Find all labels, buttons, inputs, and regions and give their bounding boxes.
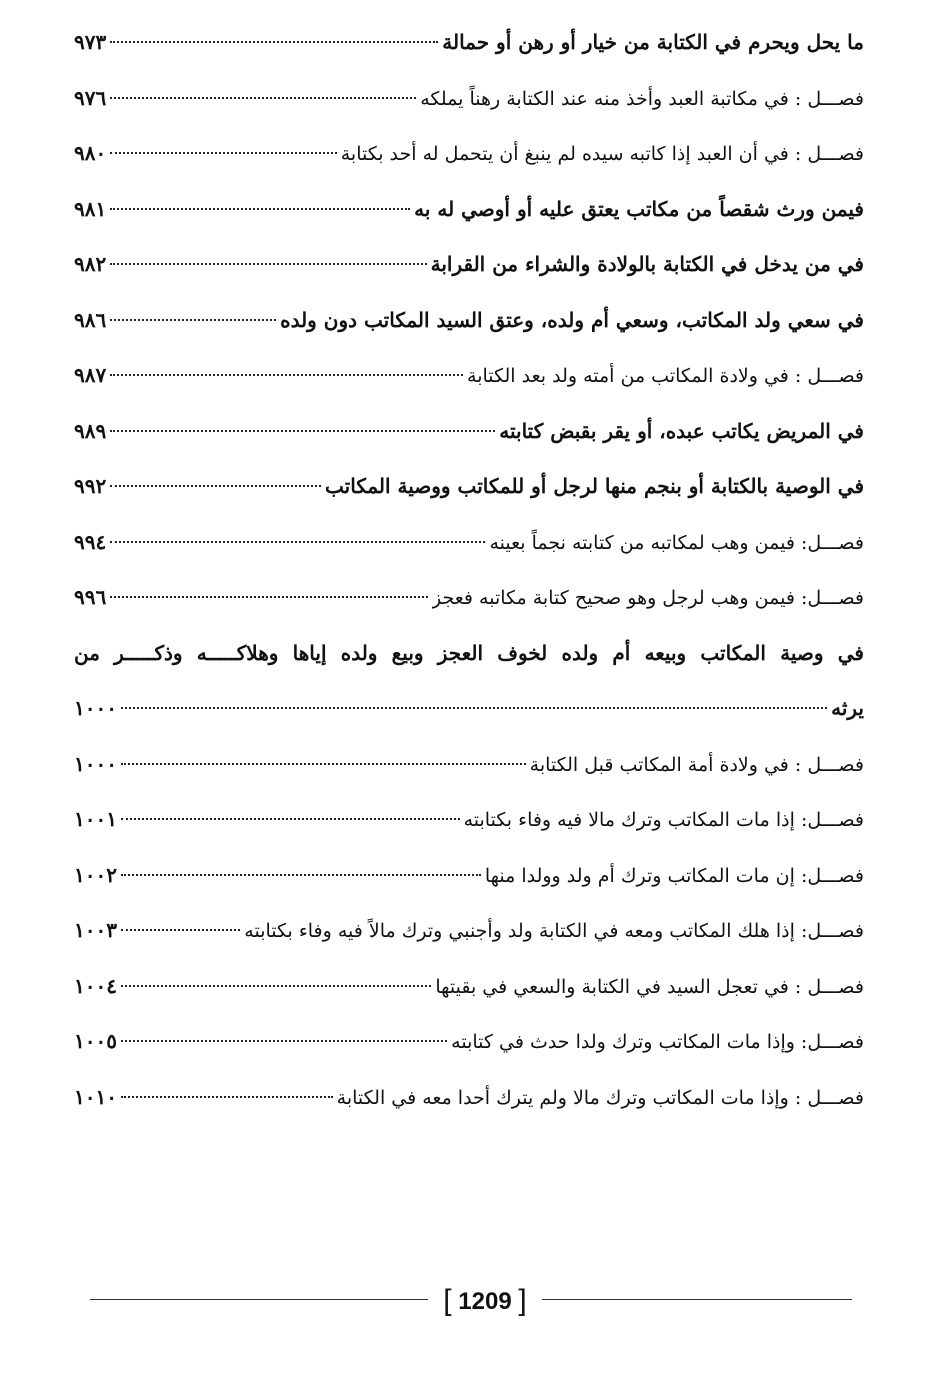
toc-entry-page: ١٠١٠: [74, 1084, 117, 1109]
toc-entry: [74, 242, 864, 298]
toc-entry-page: ١٠٠٠: [74, 696, 117, 720]
toc-entry-page: ٩٨٢: [74, 252, 107, 276]
dot-leader: [121, 818, 460, 820]
toc-entry-page: ١٠٠١: [74, 807, 117, 831]
toc-entry-page: ١٠٠٣: [74, 918, 117, 942]
toc-entry-title: في من يدخل في الكتابة بالولادة والشراء من القرابة: [430, 252, 864, 276]
dot-leader: [110, 263, 426, 265]
toc-entry-page: ١٠٠٥: [74, 1029, 117, 1053]
toc-entry-title: يرثه: [831, 696, 864, 720]
dot-leader: [121, 707, 827, 709]
toc-entry: [74, 187, 864, 243]
toc-entry-page: ٩٨٦: [74, 307, 107, 332]
dot-leader: [110, 596, 428, 598]
toc-entry: [74, 1019, 864, 1075]
toc-entry-title: فصـــل : في أن العبد إذا كاتبه سيده لم ينبغ أن يتحمل له أحد بكتابة: [340, 143, 864, 165]
dot-leader: [110, 485, 321, 487]
dot-leader: [110, 430, 495, 432]
toc-entry-page: ١٠٠٤: [74, 973, 117, 998]
table-of-contents: [74, 20, 864, 1130]
toc-entry: [74, 131, 864, 187]
dot-leader: [121, 1096, 333, 1098]
dot-leader: [110, 97, 416, 99]
toc-entry-title: في وصية المكاتب وبيعه أم ولده لخوف العجز وبيع ولده إياها وهلاكـــــه وذكـــــر من: [74, 640, 864, 665]
toc-entry-page: ٩٩٦: [74, 585, 107, 609]
toc-entry-page: ٩٨٠: [74, 141, 107, 165]
toc-entry-wrapped-line-2: [74, 686, 864, 742]
page-footer: [90, 1282, 852, 1318]
toc-entry-title: فصـــل: إذا هلك المكاتب ومعه في الكتابة ولد وأجنبي وترك مالاً فيه وفاء بكتابته: [244, 920, 864, 942]
toc-entry-title: فصـــل : في ولادة أمة المكاتب قبل الكتابة: [529, 753, 864, 776]
right-bracket-glyph: ]: [518, 1284, 527, 1317]
toc-entry-page: ٩٧٣: [74, 30, 107, 54]
toc-entry-title: فصـــل: وإذا مات المكاتب وترك ولدا حدث في كتابته: [451, 1031, 864, 1053]
dot-leader: [121, 763, 526, 765]
toc-entry-page: ٩٩٤: [74, 529, 107, 554]
toc-entry: [74, 76, 864, 132]
dot-leader: [121, 929, 240, 931]
page-number: 1209: [458, 1288, 512, 1315]
toc-entry-page: ٩٧٦: [74, 85, 107, 110]
toc-entry-page: ٩٩٢: [74, 474, 107, 498]
footer-rule-left: [90, 1299, 428, 1300]
toc-entry-title: فصـــل : في تعجل السيد في الكتابة والسعي في بقيتها: [435, 975, 864, 998]
dot-leader: [110, 541, 485, 543]
toc-entry-title: فصـــل : في مكاتبة العبد وأخذ منه عند الكتابة رهناً يملكه: [420, 87, 864, 110]
toc-entry: [74, 20, 864, 76]
page-number-box: [428, 1282, 542, 1318]
toc-entry-page: ١٠٠٠: [74, 751, 117, 776]
toc-entry-title: فصـــل: فيمن وهب لمكاتبه من كتابته نجماً بعينه: [489, 531, 864, 554]
toc-entry: [74, 353, 864, 409]
toc-entry: [74, 908, 864, 964]
toc-entry-page: ١٠٠٢: [74, 862, 117, 887]
toc-entry: [74, 520, 864, 576]
dot-leader: [110, 152, 336, 154]
toc-entry-title: فصـــل : وإذا مات المكاتب وترك مالا ولم يترك أحدا معه في الكتابة: [336, 1086, 864, 1109]
toc-entry-page: ٩٨٧: [74, 363, 107, 387]
toc-entry: [74, 464, 864, 520]
dot-leader: [110, 374, 463, 376]
footer-rule-right: [542, 1299, 852, 1300]
dot-leader: [121, 985, 431, 987]
toc-entry-title: في الوصية بالكتابة أو بنجم منها لرجل أو للمكاتب ووصية المكاتب: [325, 474, 864, 498]
dot-leader: [121, 1040, 447, 1042]
left-bracket-glyph: [: [443, 1284, 452, 1317]
toc-entry: [74, 575, 864, 631]
toc-entry-page: ٩٨١: [74, 196, 107, 221]
toc-entry: [74, 409, 864, 465]
toc-entry: [74, 298, 864, 354]
dot-leader: [110, 319, 276, 321]
toc-entry: [74, 853, 864, 909]
toc-entry-title: في المريض يكاتب عبده، أو يقر بقبض كتابته: [499, 418, 864, 443]
toc-entry: [74, 797, 864, 853]
toc-entry-title: فصـــل: إن مات المكاتب وترك أم ولد وولدا منها: [484, 864, 864, 887]
toc-entry-title: ما يحل ويحرم في الكتابة من خيار أو رهن أو حمالة: [442, 30, 864, 54]
toc-entry-title: فصـــل: إذا مات المكاتب وترك مالا فيه وفاء بكتابته: [463, 809, 864, 831]
toc-entry-title: فصـــل : في ولادة المكاتب من أمته ولد بعد الكتابة: [467, 365, 864, 387]
toc-entry: [74, 1075, 864, 1131]
dot-leader: [110, 208, 410, 210]
toc-entry-title: في سعي ولد المكاتب، وسعي أم ولده، وعتق السيد المكاتب دون ولده: [280, 307, 864, 332]
toc-entry-wrapped-line-1: [74, 631, 864, 687]
dot-leader: [110, 41, 438, 43]
toc-entry-title: فيمن ورث شقصاً من مكاتب يعتق عليه أو أوصي له به: [414, 196, 864, 221]
toc-entry-title: فصـــل: فيمن وهب لرجل وهو صحيح كتابة مكاتبه فعجز: [432, 587, 864, 609]
toc-entry: [74, 742, 864, 798]
dot-leader: [121, 874, 481, 876]
toc-entry-page: ٩٨٩: [74, 418, 107, 443]
toc-entry: [74, 964, 864, 1020]
